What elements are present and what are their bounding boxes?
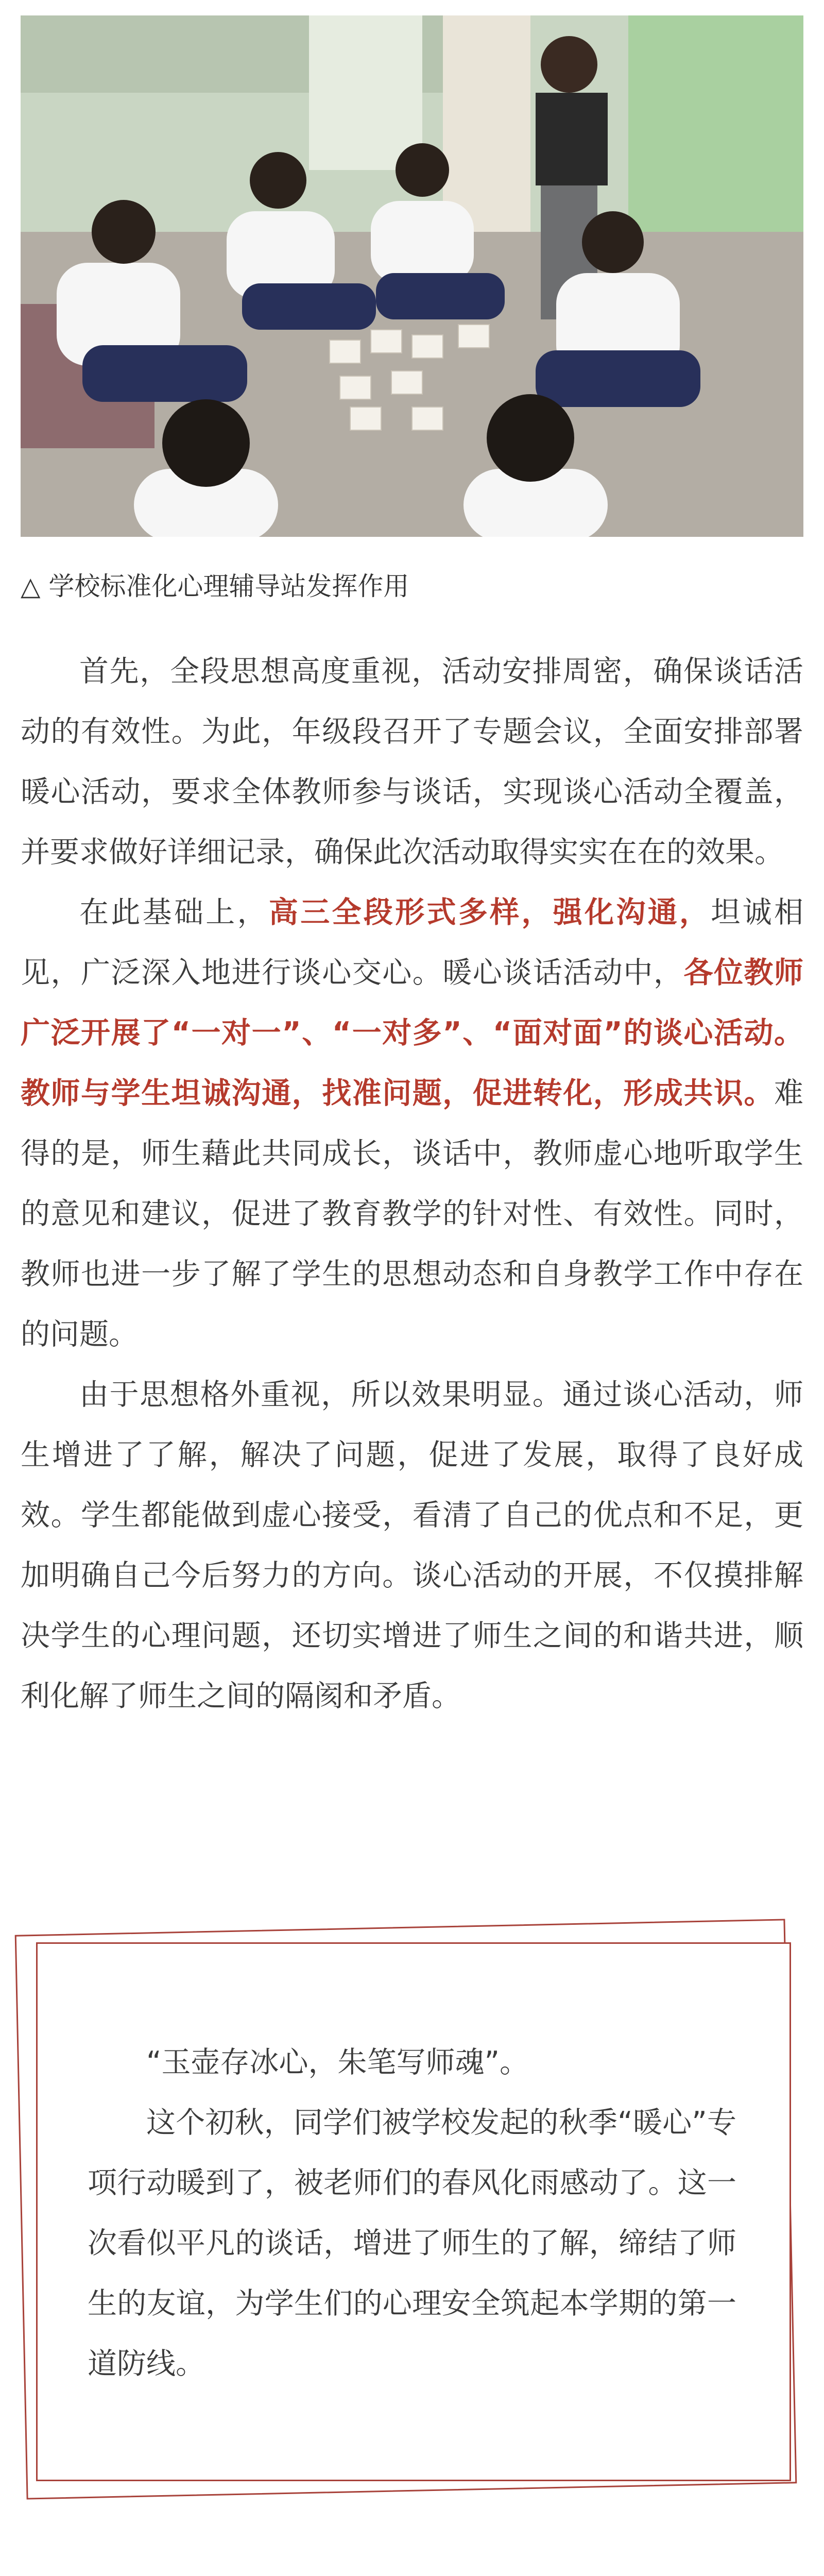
paragraph-2-text-c: 难得的是，师生藉此共同成长，谈话中，教师虚心地听取学生的意见和建议，促进了教育教学的针对性、有效性。同时，教师也进一步了解了学生的思想动态和自身教学工作中存在的问题。 [21,1076,803,1351]
paragraph-2 [21,883,803,1365]
highlight-1: 高三全段形式多样，强化沟通， [268,895,711,929]
quote-line-1: “玉壶存冰心，朱笔写师魂”。 [146,2045,529,2079]
paragraph-3: 由于思想格外重视，所以效果明显。通过谈心活动，师生增进了了解，解决了问题，促进了发展，取得了良好成效。学生都能做到虚心接受，看清了自己的优点和不足，更加明确自己今后努力的方向。谈心活动的开展，不仅摸排解决学生的心理问题，还切实增进了师生之间的和谐共进，顺利化解了师生之间的隔阂和矛盾。 [21,1378,803,1713]
activity-photo [21,15,803,537]
highlight-2: 各位教师广泛开展了“一对一”、“一对多”、“面对面”的谈心活动。教师与学生坦诚沟通，找准问题，促进转化，形成共识。 [21,956,804,1110]
paragraph-2-text-b: 坦诚相见，广泛深入地进行谈心交心。暖心谈话活动中， [21,895,804,990]
photo-caption: △ 学校标准化心理辅导站发挥作用 [21,571,409,601]
quote-text [88,2032,736,2394]
students-circle-illustration [21,15,803,537]
paragraph-2-text-a: 在此基础上， [79,895,269,929]
article-body [21,641,803,1726]
quote-line-2: 这个初秋，同学们被学校发起的秋季“暖心”专项行动暖到了，被老师们的春风化雨感动了。这一次看似平凡的谈话，增进了师生的了解，缔结了师生的友谊，为学生们的心理安全筑起本学期的第一道防线。 [88,2106,736,2381]
paragraph-1: 首先，全段思想高度重视，活动安排周密，确保谈话活动的有效性。为此，年级段召开了专题会议，全面安排部署暖心活动，要求全体教师参与谈话，实现谈心活动全覆盖，并要求做好详细记录，确保此次活动取得实实在在的效果。 [21,654,803,869]
